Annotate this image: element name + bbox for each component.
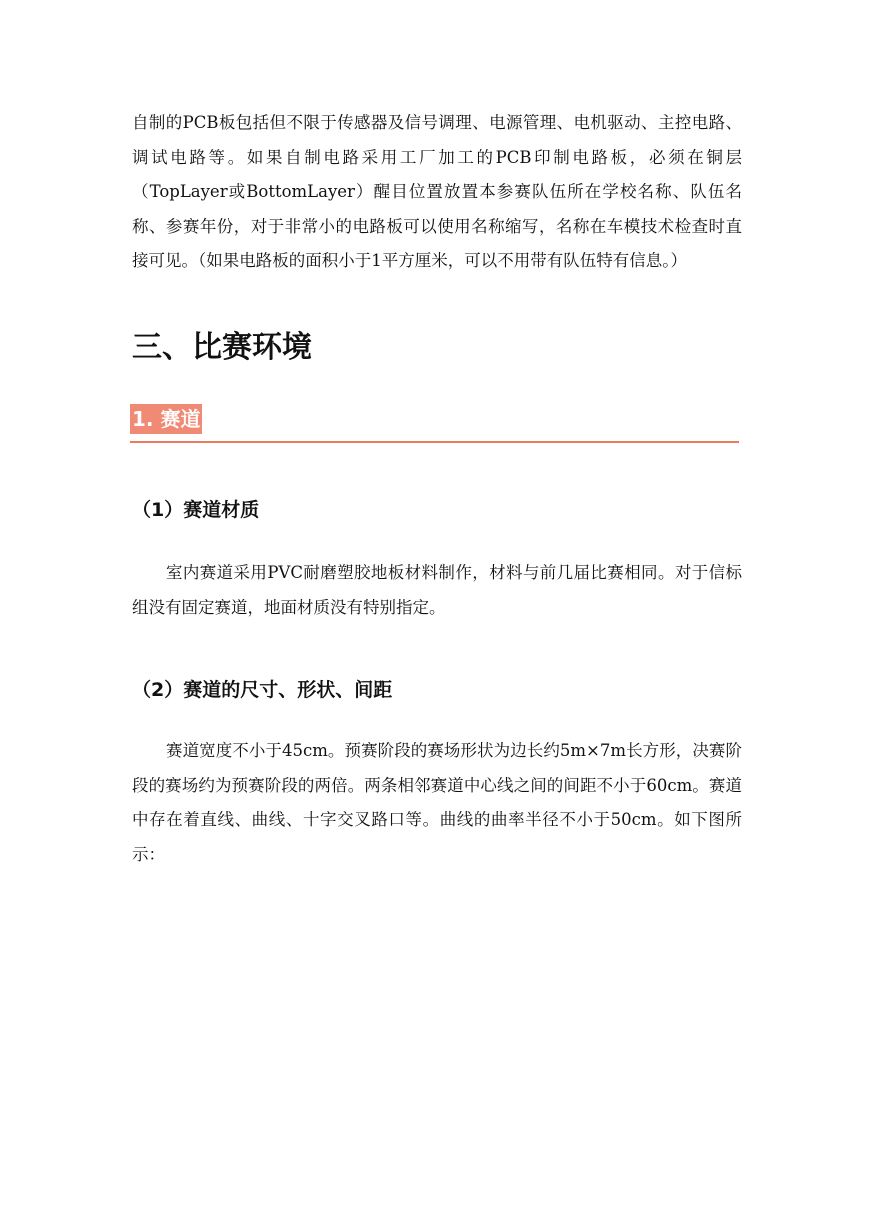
intro-paragraph: 自制的PCB板包括但不限于传感器及信号调理、电源管理、电机驱动、主控电路、调试电路等。如果自制电路采用工厂加工的PCB印制电路板，必须在铜层（TopLayer或BottomLayer）醒目位置放置本参赛队伍所在学校名称、队伍名称、参赛年份，对于非常小的电路板可以使用名称缩写，名称在车模技术检查时直接可见。（如果电路板的面积小于1平方厘米，可以不用带有队伍特有信息。）: [132, 113, 742, 270]
subsection-heading-track-material: （1）赛道材质: [132, 499, 260, 521]
subsection-heading-track-dimensions: （2）赛道的尺寸、形状、间距: [132, 679, 393, 701]
track-material-paragraph: 室内赛道采用PVC耐磨塑胶地板材料制作，材料与前几届比赛相同。对于信标组没有固定赛道，地面材质没有特别指定。: [132, 563, 742, 617]
section-divider: [130, 441, 739, 443]
chapter-heading: 三、比赛环境: [132, 330, 312, 365]
track-dimensions-paragraph: 赛道宽度不小于45cm。预赛阶段的赛场形状为边长约5m×7m长方形，决赛阶段的赛场约为预赛阶段的两倍。两条相邻赛道中心线之间的间距不小于60cm。赛道中存在着直线、曲线、十字交叉路口等。曲线的曲率半径不小于50cm。如下图所示：: [132, 741, 742, 864]
section-heading: 1. 赛道: [130, 404, 202, 434]
